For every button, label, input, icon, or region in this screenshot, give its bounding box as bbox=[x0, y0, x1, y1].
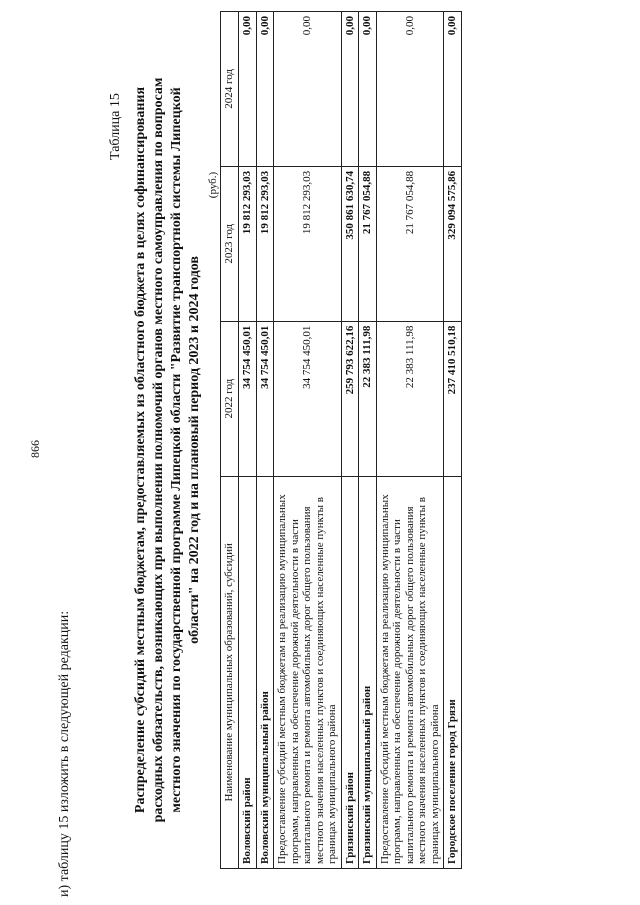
table-header-row bbox=[221, 12, 239, 869]
row-value-2022: 34 754 450,01 bbox=[256, 321, 274, 476]
row-value-2022: 34 754 450,01 bbox=[239, 321, 257, 476]
row-name: Воловский муниципальный район bbox=[256, 476, 274, 868]
table-label: Таблица 15 bbox=[108, 93, 123, 160]
table-row bbox=[359, 12, 377, 869]
row-value-2022: 34 754 450,01 bbox=[274, 321, 342, 476]
row-value-2024: 0,00 bbox=[376, 12, 444, 167]
row-name: Предоставление субсидий местным бюджетам на реализацию муниципальных программ, направленных на обеспечение дорожной деятельности в части капитального ремонта и ремонта автомобильных дорог общего пользования местного значения населенных пунктов и соединяющих населенные пункты в границах муниципального района bbox=[376, 476, 444, 868]
row-name: Городское поселение город Грязи bbox=[444, 476, 462, 868]
table-row bbox=[376, 12, 444, 869]
row-name: Грязинский муниципальный район bbox=[359, 476, 377, 868]
row-value-2024: 0,00 bbox=[444, 12, 462, 167]
header-2022: 2022 год bbox=[221, 321, 239, 476]
subsidy-table bbox=[220, 11, 462, 869]
table-row bbox=[274, 12, 342, 869]
row-name: Грязинский район bbox=[341, 476, 359, 868]
row-value-2022: 237 410 510,18 bbox=[444, 321, 462, 476]
row-value-2022: 22 383 111,98 bbox=[359, 321, 377, 476]
row-name: Воловский район bbox=[239, 476, 257, 868]
row-value-2024: 0,00 bbox=[341, 12, 359, 167]
row-value-2023: 21 767 054,88 bbox=[376, 166, 444, 321]
row-value-2024: 0,00 bbox=[256, 12, 274, 167]
row-name: Предоставление субсидий местным бюджетам на реализацию муниципальных программ, направленных на обеспечение дорожной деятельности в части капитального ремонта и ремонта автомобильных дорог общего пользования местного значения населенных пунктов и соединяющих населенные пункты в границах муниципального района bbox=[274, 476, 342, 868]
units-label: (руб.) bbox=[207, 171, 219, 199]
table-heading: Распределение субсидий местным бюджетам, предоставляемых из областного бюджета в целях софинансирования расходных обязательств, возникающих при выполнении полномочий органов местного самоуправления по вопросам местного значения по государственной программе Липецкой области "Развитие транспортной системы Липецкой области" на 2022 год и на плановый период 2023 и 2024 годов bbox=[133, 77, 202, 823]
row-value-2023: 19 812 293,03 bbox=[239, 166, 257, 321]
intro-text: и) таблицу 15 изложить в следующей редакции: bbox=[57, 610, 72, 897]
row-value-2024: 0,00 bbox=[274, 12, 342, 167]
row-value-2022: 259 793 622,16 bbox=[341, 321, 359, 476]
page-number: 866 bbox=[28, 440, 42, 458]
row-value-2023: 350 861 630,74 bbox=[341, 166, 359, 321]
row-value-2024: 0,00 bbox=[239, 12, 257, 167]
row-value-2023: 21 767 054,88 bbox=[359, 166, 377, 321]
header-2024: 2024 год bbox=[221, 12, 239, 167]
table-row bbox=[256, 12, 274, 869]
row-value-2023: 329 094 575,86 bbox=[444, 166, 462, 321]
row-value-2022: 22 383 111,98 bbox=[376, 321, 444, 476]
table-row bbox=[341, 12, 359, 869]
row-value-2023: 19 812 293,03 bbox=[256, 166, 274, 321]
header-name: Наименование муниципальных образований, субсидий bbox=[221, 476, 239, 868]
header-2023: 2023 год bbox=[221, 166, 239, 321]
row-value-2024: 0,00 bbox=[359, 12, 377, 167]
row-value-2023: 19 812 293,03 bbox=[274, 166, 342, 321]
table-row bbox=[239, 12, 257, 869]
table-row bbox=[444, 12, 462, 869]
